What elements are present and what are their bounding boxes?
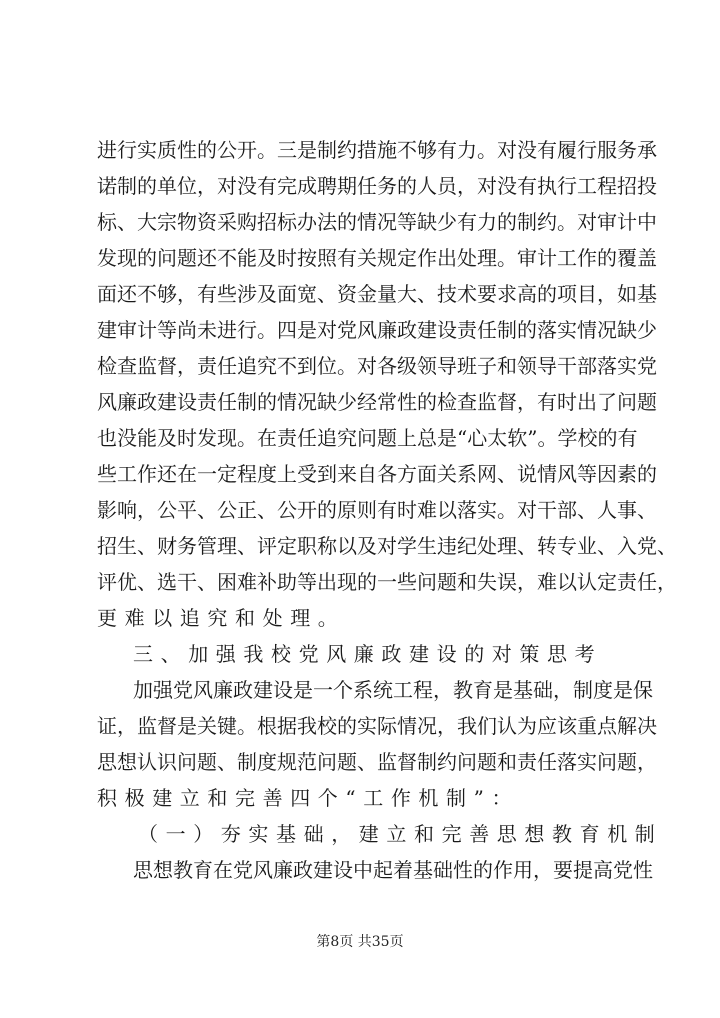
body-line: 发现的问题还不能及时按照有关规定作出处理。审计工作的覆盖	[97, 246, 657, 270]
body-line: 些工作还在一定程度上受到来自各方面关系网、说情风等因素的	[97, 462, 657, 486]
body-line: 评优、选干、困难补助等出现的一些问题和失误，难以认定责任，	[97, 570, 677, 594]
page-number-footer: 第8页 共35页	[316, 934, 404, 950]
body-line: 也没能及时发现。在责任追究问题上总是“心太软”。学校的有	[97, 426, 638, 450]
body-line: 建审计等尚未进行。四是对党风廉政建设责任制的落实情况缺少	[97, 318, 657, 342]
body-line: 标、大宗物资采购招标办法的情况等缺少有力的制约。对审计中	[97, 210, 657, 234]
body-line: 检查监督，责任追究不到位。对各级领导班子和领导干部落实党	[97, 354, 657, 378]
body-line: 思想教育在党风廉政建设中起着基础性的作用，要提高党性	[133, 858, 653, 882]
body-line: 影响，公平、公正、公开的原则有时难以落实。对干部、人事、	[97, 498, 657, 522]
body-line: 积极建立和完善四个“工作机制”：	[97, 786, 520, 810]
body-line: 加强党风廉政建设是一个系统工程，教育是基础，制度是保	[133, 678, 653, 702]
body-line: 招生、财务管理、评定职称以及对学生违纪处理、转专业、入党、	[97, 534, 677, 558]
body-line: 更难以追究和处理。	[97, 606, 346, 630]
section-heading: 三、加强我校党风廉政建设的对策思考	[133, 642, 603, 666]
body-line: 证，监督是关键。根据我校的实际情况，我们认为应该重点解决	[97, 714, 657, 738]
body-line: 进行实质性的公开。三是制约措施不够有力。对没有履行服务承	[97, 138, 657, 162]
body-line: 面还不够，有些涉及面宽、资金量大、技术要求高的项目，如基	[97, 282, 657, 306]
body-line: 诺制的单位，对没有完成聘期任务的人员，对没有执行工程招投	[97, 174, 657, 198]
body-line: 风廉政建设责任制的情况缺少经常性的检查监督，有时出了问题	[97, 390, 657, 414]
body-line: 思想认识问题、制度规范问题、监督制约问题和责任落实问题，	[97, 750, 657, 774]
subsection-heading: （一）夯实基础，建立和完善思想教育机制	[138, 822, 663, 846]
